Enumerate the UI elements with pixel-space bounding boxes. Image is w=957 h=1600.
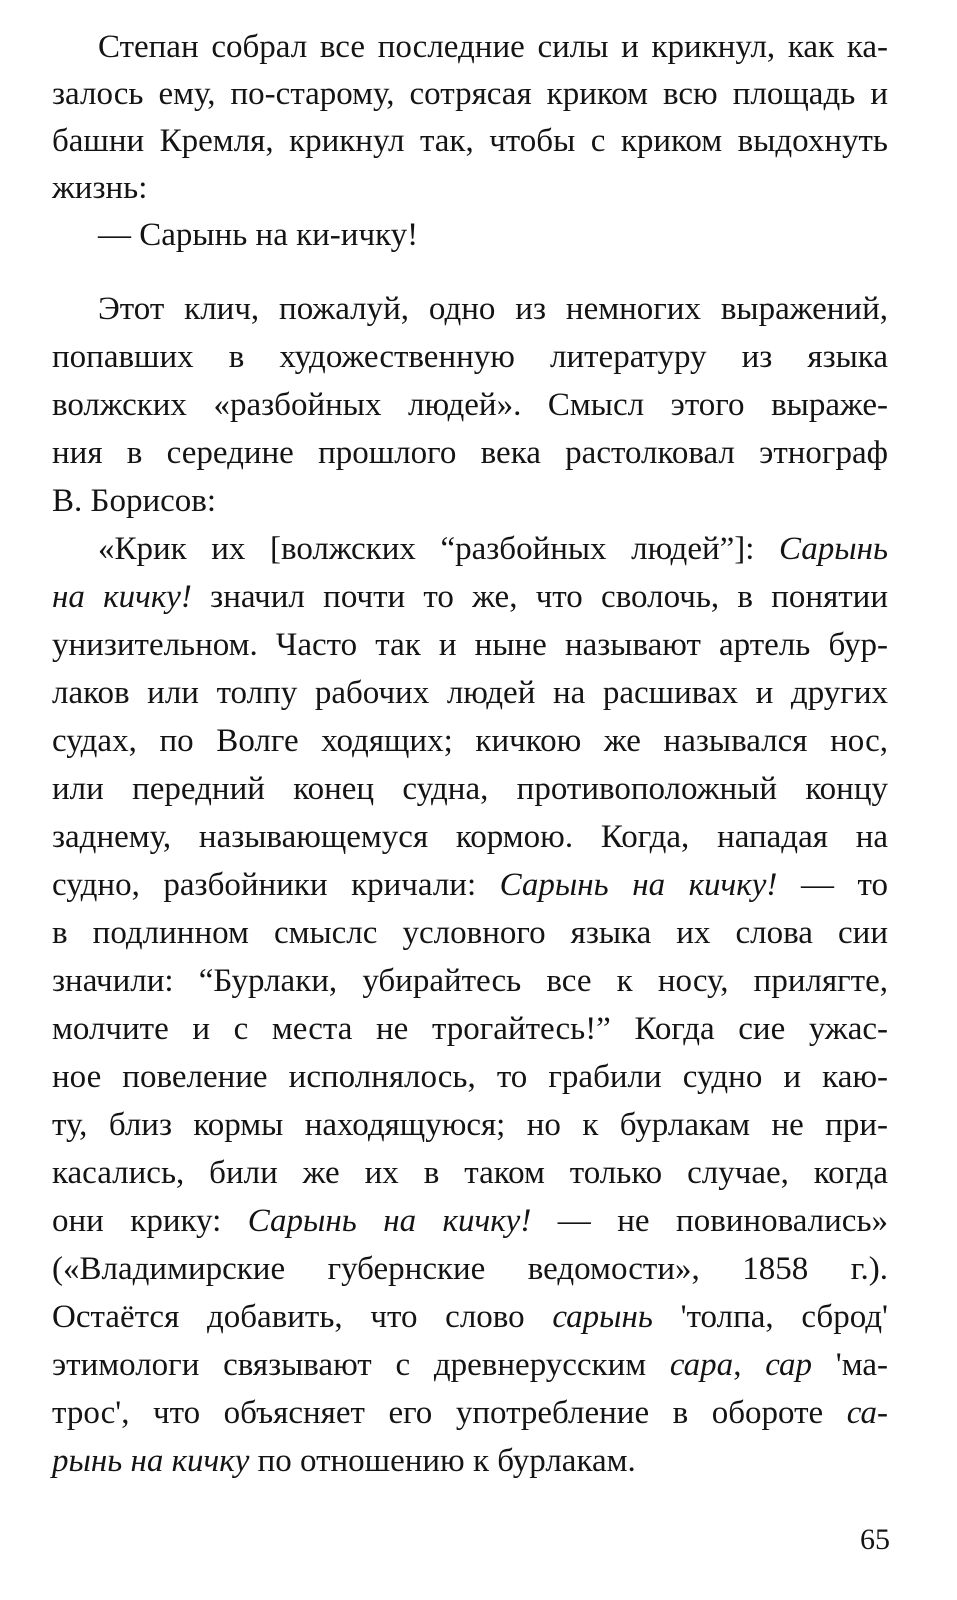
- text-line: попавших в художественную литературу из языка: [52, 339, 888, 375]
- italic-term: сарынь: [552, 1299, 653, 1335]
- dialogue-line: — Сарынь на ки-ичку!: [98, 217, 419, 253]
- text-line: «Крик их [волжских “разбойных людей”]: Сарынь: [98, 531, 888, 567]
- text-line: ния в середине прошлого века растолковал этнограф: [52, 435, 888, 471]
- text-line: молчите и с места не трогайтесь!” Когда сие ужас-: [52, 1011, 888, 1047]
- italic-phrase: рынь на кичку: [52, 1443, 250, 1479]
- text-line: Остаётся добавить, что слово сарынь 'толпа, сброд': [52, 1299, 888, 1335]
- italic-phrase: са-: [846, 1395, 888, 1431]
- text-line: значили: “Бурлаки, убирайтесь все к носу, прилягте,: [52, 963, 888, 999]
- text-line: волжских «разбойных людей». Смысл этого выраже-: [52, 387, 888, 423]
- italic-phrase: Сарынь: [779, 531, 888, 567]
- text-line: башни Кремля, крикнул так, чтобы с криком выдохнуть: [52, 123, 888, 159]
- text-line: лаков или толпу рабочих людей на расшивах и других: [52, 675, 888, 711]
- text-line: заднему, называющемуся кормою. Когда, нападая на: [52, 819, 888, 855]
- text-line: Этот клич, пожалуй, одно из немногих выражений,: [98, 291, 888, 327]
- text-line: ное повеление исполнялось, то грабили судно и каю-: [52, 1059, 888, 1095]
- page-number: 65: [860, 1523, 890, 1556]
- text-line: судах, по Волге ходящих; кичкою же назывался нос,: [52, 723, 888, 759]
- text-line: залось ему, по-старому, сотрясая криком всю площадь и: [52, 76, 888, 112]
- text-line: ту, близ кормы находящуюся; но к бурлакам не при-: [52, 1107, 888, 1143]
- text-line: унизительном. Часто так и ныне называют артель бур-: [52, 627, 888, 663]
- text-line: или передний конец судна, противоположный концу: [52, 771, 888, 807]
- text-line: («Владимирские губернские ведомости», 1858 г.).: [52, 1251, 888, 1287]
- italic-phrase: Сарынь на кичку!: [499, 867, 778, 903]
- text-line: судно, разбойники кричали: Сарынь на кичку! — то: [52, 867, 888, 903]
- italic-term: сара: [669, 1347, 734, 1383]
- text-line: в подлинном смыслс условного языка их слова сии: [52, 915, 888, 951]
- italic-phrase: Сарынь на кичку!: [247, 1203, 532, 1239]
- text-line: В. Борисов:: [52, 483, 217, 519]
- italic-phrase: на кичку!: [52, 579, 192, 615]
- text-line: жизнь:: [52, 170, 148, 206]
- text-line: касались, били же их в таком только случае, когда: [52, 1155, 888, 1191]
- italic-term: сар: [765, 1347, 812, 1383]
- text-line: они крику: Сарынь на кичку! — не повиновались»: [52, 1203, 889, 1239]
- text-line: на кичку! значил почти то же, что сволочь, в понятии: [52, 579, 888, 615]
- text-line: Степан собрал все последние силы и крикнул, как ка-: [98, 29, 888, 65]
- text-line: рынь на кичку по отношению к бурлакам.: [52, 1443, 636, 1479]
- text-line: этимологи связывают с древнерусским сара, сар 'ма-: [52, 1347, 888, 1383]
- text-line: трос', что объясняет его употребление в обороте са-: [52, 1395, 888, 1431]
